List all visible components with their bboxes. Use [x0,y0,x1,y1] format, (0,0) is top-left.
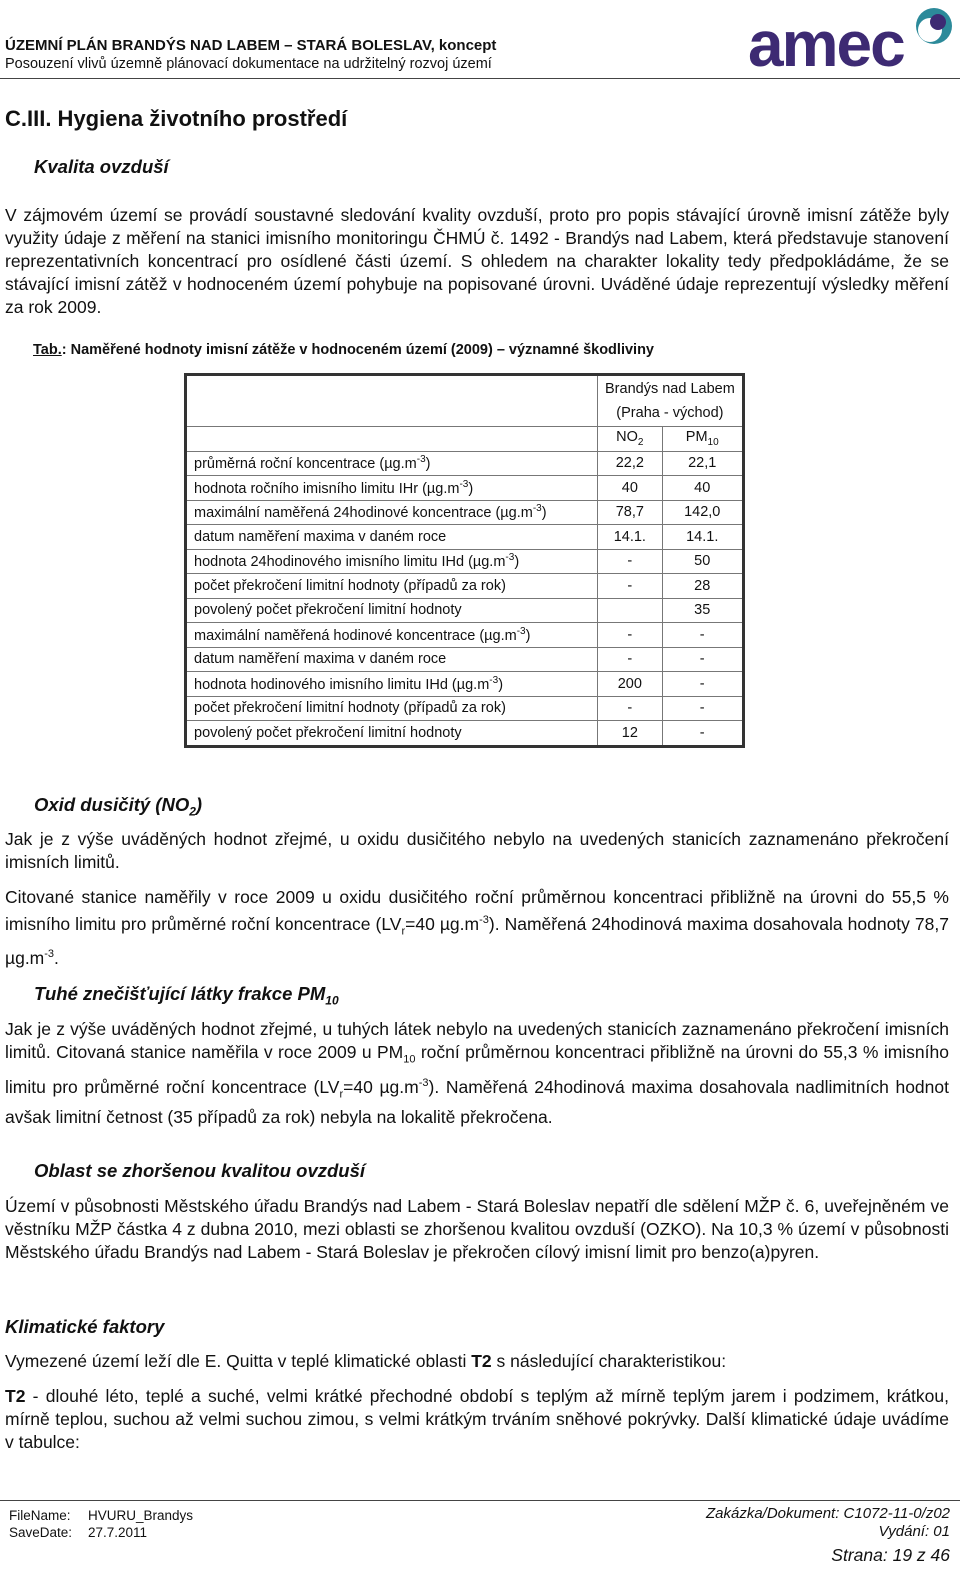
cell-pm10: - [662,647,743,672]
row-label-text: maximální naměřená 24hodinové koncentrace (µg.m [194,505,533,522]
filename-value: HVURU_Brandys [88,1508,194,1523]
cell-pm10: - [662,696,743,721]
para-pm10-sub: 10 [403,1053,416,1066]
row-label [186,647,598,672]
col-pm10-header [662,427,743,452]
table-caption [33,342,654,358]
filename-label: FileName: [9,1508,71,1523]
row-label-sup: -3 [459,478,469,490]
cell-no2: 78,7 [598,500,663,525]
amec-logo [748,4,958,80]
row-label-text: počet překročení limitní hodnoty (případů za rok) [194,577,506,594]
table-row [186,598,744,623]
para-no2-2a: Citované stanice naměřily v roce 2009 u oxidu dusičitého roční průměrnou koncentraci přibližně na úrovni do 55,5 % imisního limitu pro průměrné roční koncentrace (LV [5,887,949,934]
footer-savedate-line [9,1524,193,1541]
cell-pm10: 142,0 [662,500,743,525]
para-climate-2 [5,1385,949,1454]
emissions-table [184,373,745,748]
table-row [186,696,744,721]
station-region: (Praha - východ) [616,405,724,421]
heading-no2 [34,794,202,819]
para-climate-1b: s následující charakteristikou: [491,1351,727,1371]
para-pm10-c: =40 µg.m [343,1076,419,1097]
cell-pm10: 35 [662,598,743,623]
col-no2-base: NO [616,429,638,446]
para-pm10-a: Jak je z výše uváděných hodnot zřejmé, u tuhých látek nebylo na uvedených stanicích zaznamenáno překročení imisních limitů. Citovaná stanice naměřila v roce 2009 u PM [5,1019,949,1062]
table-corner-cell [186,375,598,427]
cell-no2: 12 [598,721,663,747]
footer-issue: Vydání: 01 [878,1523,950,1540]
row-label [186,549,598,574]
cell-pm10: 40 [662,476,743,501]
col-pm10-sub: 10 [707,437,719,449]
logo-swirl-icon [908,4,958,50]
para-no2-2b: =40 µg.m [405,913,480,934]
station-name-cell [598,375,744,427]
cell-no2: - [598,623,663,648]
table-header-pollutant-row [186,427,744,452]
footer-right [706,1505,950,1566]
cell-pm10: - [662,623,743,648]
document-header [5,36,745,74]
para-ozko: Území v působnosti Městského úřadu Brandýs nad Labem - Stará Boleslav nepatří dle sdělení MŽP č. 6, uveřejněném ve věstníku MŽP částka 4 z dubna 2010, mezi oblasti se zhoršenou kvalitou ovzduší (OZKO). Na 10,3 % území v působnosti Městského úřadu Brandýs nad Labem - Stará Boleslav je překročen cílový imisní limit pro benzo(a)pyren. [5,1196,949,1262]
row-label [186,500,598,525]
row-label [186,451,598,476]
row-label-sup: -3 [416,454,426,466]
para-climate-1a: Vymezené území leží dle E. Quitta v teplé klimatické oblasti [5,1351,472,1371]
heading-no2-base: Oxid dusičitý (NO [34,794,190,815]
row-label-sup: -3 [489,674,499,686]
para-no2-2 [5,886,949,970]
heading-climate: Klimatické faktory [5,1316,165,1337]
caption-prefix: Tab. [33,342,62,358]
table-row [186,574,744,599]
col-no2-header [598,427,663,452]
cell-no2: 14.1. [598,525,663,550]
row-label-text: průměrná roční koncentrace (µg.m [194,456,417,473]
table-row [186,500,744,525]
para-no2-2sup2: -3 [44,948,55,961]
station-name: Brandýs nad Labem [605,381,735,397]
header-rule [0,78,960,79]
heading-pm10-sub: 10 [325,993,339,1008]
col-pm10-base: PM [685,429,708,446]
cell-no2: 200 [598,672,663,697]
row-label-text: počet překročení limitní hodnoty (případů za rok) [194,700,506,717]
document-title: ÚZEMNÍ PLÁN BRANDÝS NAD LABEM – STARÁ BOLESLAV, koncept [5,37,497,54]
para-pm10 [5,1018,949,1129]
table-empty-cell [186,427,598,452]
section-title: C.III. Hygiena životního prostředí [5,106,348,131]
para-climate-1bold: T2 [471,1351,492,1371]
row-label-end: ) [525,627,531,644]
cell-no2: 40 [598,476,663,501]
heading-air-quality: Kvalita ovzduší [34,156,169,177]
row-label [186,574,598,599]
para-climate-2text: - dlouhé léto, teplé a suché, velmi krátké přechodné období s teplým až mírně teplým jarem i podzimem, krátkou, mírně teplou, suchou až velmi suchou zimou, s velmi krátkým trváním sněhové pokrývky. Další klimatické údaje uvádíme v tabulce: [5,1386,949,1452]
row-label [186,623,598,648]
cell-no2: - [598,549,663,574]
table-row [186,721,744,747]
footer-filename-line [9,1507,193,1524]
heading-no2-sub: 2 [189,804,196,819]
cell-no2: - [598,574,663,599]
row-label-sup: -3 [532,503,542,515]
para-no2-1: Jak je z výše uváděných hodnot zřejmé, u oxidu dusičitého nebylo na uvedených stanicích zaznamenáno překročení imisních limitů. [5,829,949,872]
savedate-value: 27.7.2011 [88,1525,148,1540]
cell-no2 [598,598,663,623]
row-label [186,672,598,697]
table-row [186,549,744,574]
row-label-end: ) [514,554,520,571]
table-row [186,623,744,648]
row-label [186,721,598,747]
row-label [186,598,598,623]
row-label-end: ) [468,480,474,497]
table-row [186,672,744,697]
col-no2-sub: 2 [637,437,644,449]
cell-no2: - [598,696,663,721]
heading-no2-end: ) [195,794,203,815]
row-label-text: maximální naměřená hodinové koncentrace (µg.m [194,627,517,644]
row-label [186,476,598,501]
footer-rule [0,1500,960,1501]
para-no2-2sup: -3 [479,914,489,926]
footer-doc: Zakázka/Dokument: C1072-11-0/z02 [705,1505,950,1522]
savedate-label: SaveDate: [9,1525,73,1540]
para-pm10-b: roční průměrnou koncentraci přibližně na úrovni do 55,3 % imisního limitu pro průměrné roční koncentrace (LV [5,1042,949,1097]
table-header-station-row [186,375,744,427]
heading-ozko: Oblast se zhoršenou kvalitou ovzduší [34,1160,366,1181]
document-subtitle: Posouzení vlivů územně plánovací dokumentace na udržitelný rozvoj území [5,56,492,72]
row-label-text: hodnota hodinového imisního limitu IHd (µg.m [194,676,490,693]
logo-wordmark: amec [748,8,904,80]
row-label-text: hodnota ročního imisního limitu IHr (µg.m [194,480,460,497]
para-climate-1 [5,1350,949,1373]
heading-pm10-base: Tuhé znečišťující látky frakce PM [34,983,326,1004]
cell-no2: 22,2 [598,451,663,476]
row-label [186,696,598,721]
heading-pm10 [34,983,339,1008]
row-label-end: ) [498,676,504,693]
cell-pm10: 22,1 [662,451,743,476]
footer-left [9,1507,193,1541]
row-label [186,525,598,550]
table-row [186,647,744,672]
para-pm10-sub2: r [339,1087,344,1100]
table-row [186,476,744,501]
para-air-quality: V zájmovém území se provádí soustavné sledování kvality ovzduší, proto pro popis stávající úrovně imisní zátěže byly využity údaje z měření na stanici imisního monitoringu ČHMÚ č. 1492 - Brandýs nad Labem, která představuje stanovení reprezentativních koncentrací pro osídlené části území. S ohledem na charakter lokality tedy předpokládáme, že se stávající imisní zátěž v hodnoceném území pohybuje na popisované úrovni. Uváděné údaje reprezentují výsledky měření za rok 2009. [5,205,949,317]
row-label-text: datum naměření maxima v daném roce [194,651,447,668]
cell-pm10: - [662,672,743,697]
row-label-text: povolený počet překročení limitní hodnoty [194,724,462,741]
row-label-text: hodnota 24hodinového imisního limitu IHd (µg.m [194,554,506,571]
row-label-end: ) [541,505,547,522]
para-pm10-sup: -3 [418,1076,429,1089]
para-no2-2sub: r [401,925,406,938]
row-label-sup: -3 [505,552,515,564]
cell-no2: - [598,647,663,672]
table-row [186,525,744,550]
cell-pm10: 28 [662,574,743,599]
cell-pm10: 50 [662,549,743,574]
row-label-sup: -3 [516,625,526,637]
row-label-text: datum naměření maxima v daném roce [194,528,447,545]
cell-pm10: - [662,721,743,747]
para-climate-2bold: T2 [5,1386,26,1406]
para-pm10-d: ). Naměřená 24hodinová maxima dosahovala nadlimitních hodnot avšak limitní četnost (35 případů za rok) nebyla na lokalitě překročena. [5,1076,949,1127]
footer-page: Strana: 19 z 46 [831,1545,950,1565]
cell-pm10: 14.1. [662,525,743,550]
row-label-end: ) [425,456,431,473]
row-label-text: povolený počet překročení limitní hodnoty [194,602,462,619]
table-row [186,451,744,476]
para-no2-2c: ). Naměřená 24hodinová maxima dosahovala hodnoty 78,7 µg.m [5,913,949,969]
caption-text: : Naměřené hodnoty imisní zátěže v hodnoceném území (2009) – významné škodliviny [61,342,654,358]
para-no2-2d: . [54,948,59,969]
